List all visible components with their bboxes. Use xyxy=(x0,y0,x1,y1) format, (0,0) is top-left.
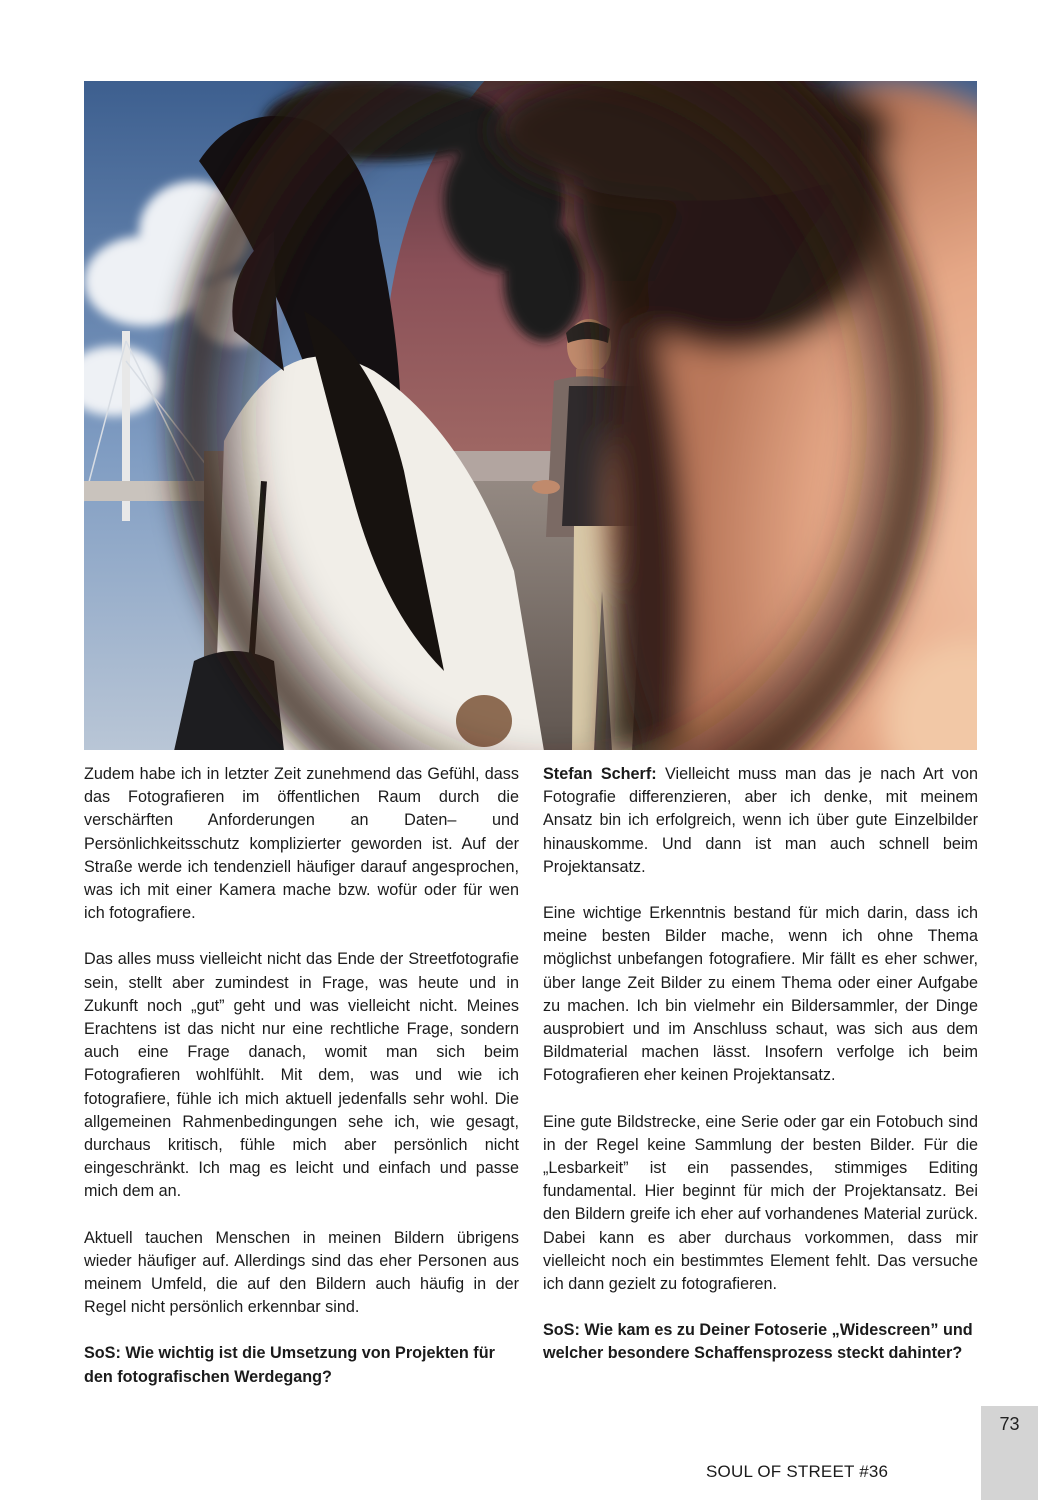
speaker-label: Stefan Scherf: xyxy=(543,765,657,783)
page-number: 73 xyxy=(999,1414,1020,1434)
right-paragraph-3: Eine gute Bildstrecke, eine Serie oder gar ein Fotobuch sind in der Regel keine Sammlung der besten Bilder. Für die „Lesbarkeit” ist ein passendes, stimmiges Editing fundamental. Hier beginnt für mich der Projektansatz. Bei den Bildern greife ich eher auf vorhandenes Material zurück. Dabei kann es aber durchaus vorkommen, dass mir vielleicht noch ein bestimmtes Element fehlt. Das versuche ich dann gezielt zu fotografieren. xyxy=(543,1112,978,1294)
left-paragraph-2: Das alles muss vielleicht nicht das Ende der Streetfotografie sein, stellt aber zumindest in Frage, was heute und in Zukunft noch „gut” geht und was vielleicht nicht. Meines Erachtens ist das nicht nur eine rechtliche Frage, sondern auch eine Frage danach, womit man sich beim Fotografieren wohlfühlt. Mit dem, was und wie ich fotografiere, fühle ich mich aktuell jedenfalls sehr wohl. Die allgemeinen Rahmenbedingungen sehe ich, wie gesagt, durchaus kritisch, fühle mich aber persönlich nicht eingeschränkt. Ich mag es leicht und einfach und passe mich dem an. xyxy=(84,950,519,1201)
right-paragraph-2: Eine wichtige Erkenntnis bestand für mich darin, dass ich meine besten Bilder mache, wenn ich ohne Thema möglichst unbefangen fotografiere. Mir fällt es eher schwer, über lange Zeit Bilder zu einem Thema oder einer Aufgabe zu machen. Ich bin vielmehr ein Bildersammler, der Dinge ausprobiert und im Anschluss schaut, was sich aus dem Bildmaterial machen lässt. Insofern verfolge ich beim Fotografieren eher keinen Projektansatz. xyxy=(543,904,978,1085)
right-column xyxy=(543,763,978,1389)
left-paragraph-3: Aktuell tauchen Menschen in meinen Bildern übrigens wieder häufiger auf. Allerdings sind das eher Personen aus meinem Umfeld, die auf den Bildern auch häufig in der Regel nicht persönlich erkennbar sind. xyxy=(84,1228,519,1317)
street-photograph xyxy=(84,81,977,750)
left-column xyxy=(84,763,519,1412)
page-number-box xyxy=(981,1406,1038,1500)
magazine-footer: SOUL OF STREET #36 xyxy=(706,1462,889,1481)
answer-text: Vielleicht muss man das je nach Art von Fotografie differenzieren, aber ich denke, mit meinem Ansatz bin ich erfolgreich, wenn ich über gute Einzelbilder hinauskomme. Und dann ist man auch schnell beim Projektansatz. xyxy=(543,765,978,876)
interview-question-1: SoS: Wie wichtig ist die Umsetzung von Projekten für den fotografischen Werdegang? xyxy=(84,1344,495,1386)
left-paragraph-1: Zudem habe ich in letzter Zeit zunehmend das Gefühl, dass das Fotografieren im öffentlichen Raum durch die verschärften Anforderungen an Daten– und Persönlichkeitsschutz komplizierter geworden ist. Auf der Straße werde ich tendenziell häufiger darauf angesprochen, was ich mit einer Kamera mache bzw. wofür oder für wen ich fotografiere. xyxy=(84,765,519,923)
interview-question-2: SoS: Wie kam es zu Deiner Fotoserie „Widescreen” und welcher besondere Schaffensprozess steckt dahinter? xyxy=(543,1321,973,1363)
right-paragraph-1 xyxy=(543,763,978,879)
